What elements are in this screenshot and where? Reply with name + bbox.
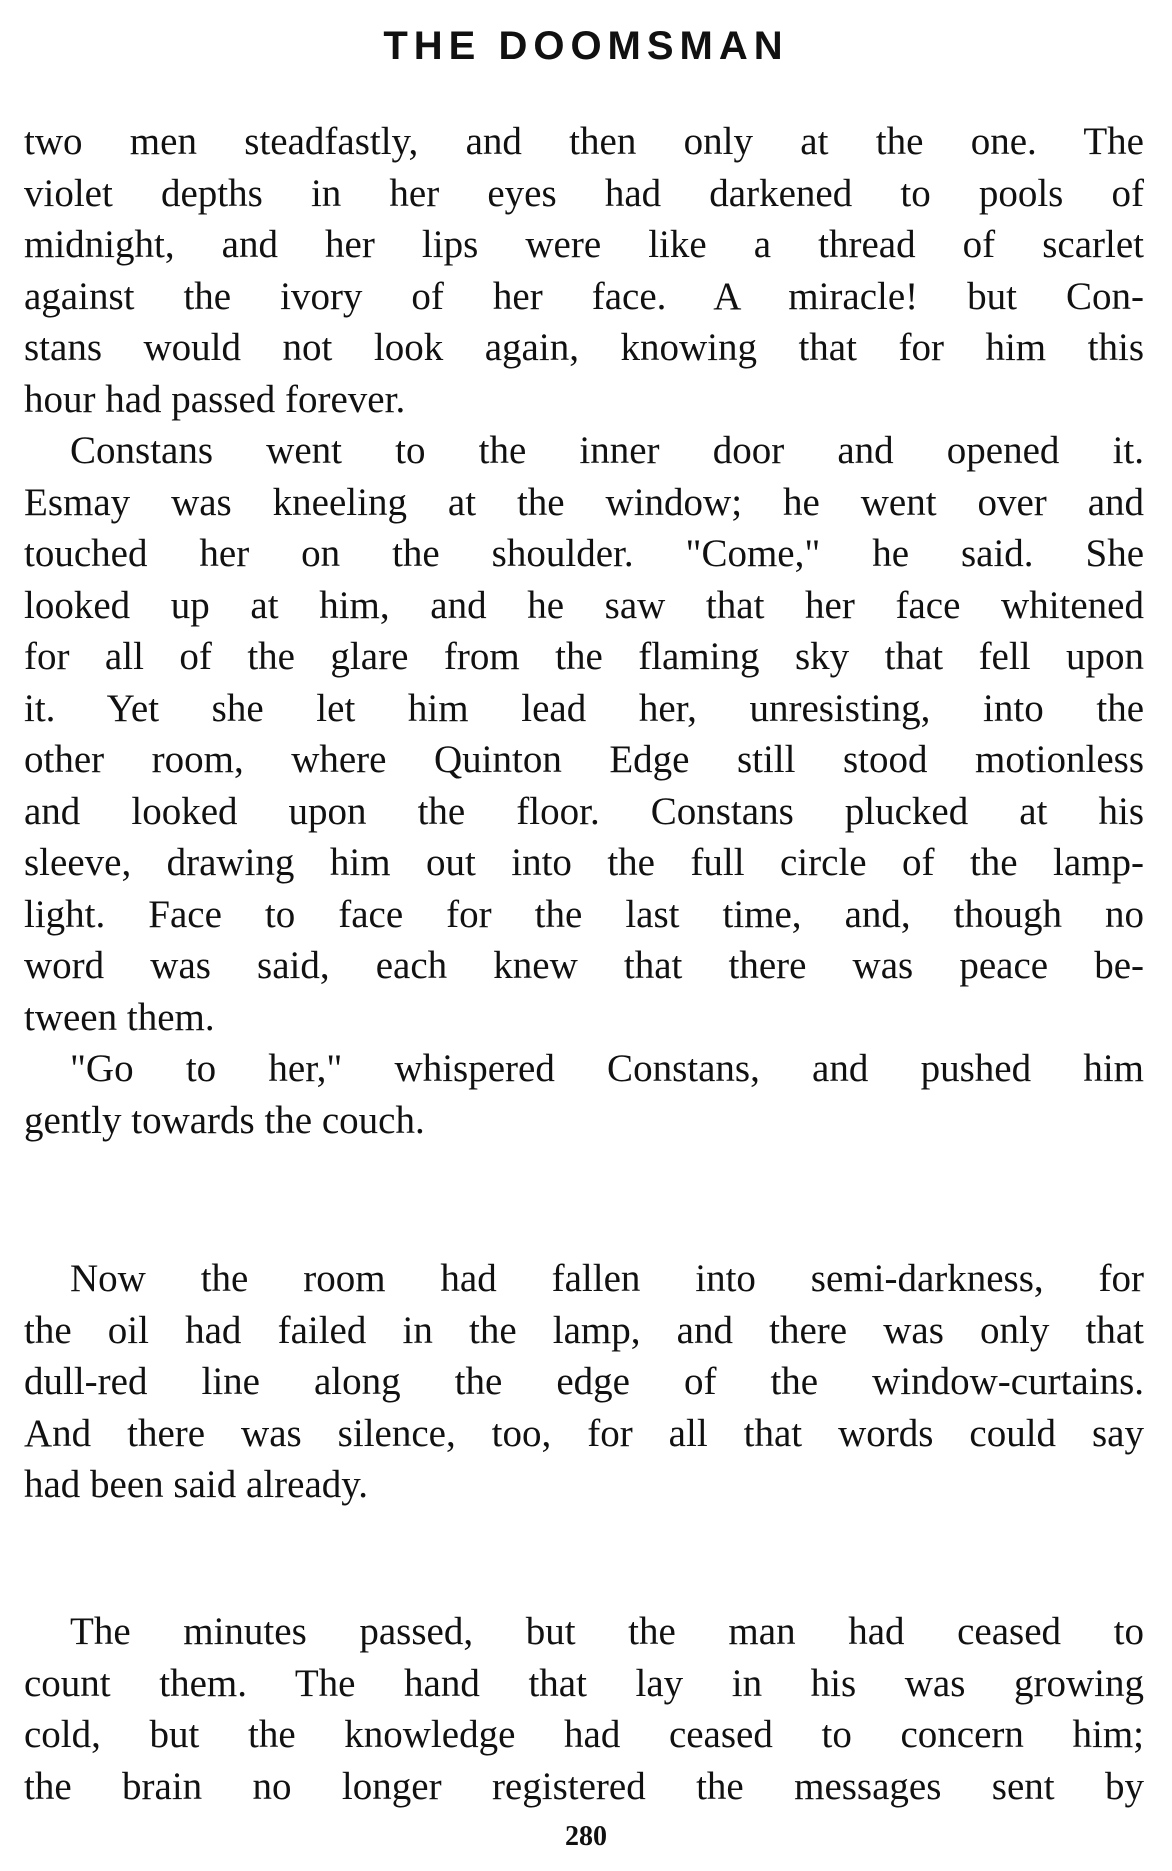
text-line: cold, but the knowledge had ceased to concern him; xyxy=(24,1713,1144,1756)
text-line: stans would not look again, knowing that for him this xyxy=(24,326,1144,369)
text-line: hour had passed forever. xyxy=(24,377,406,421)
text-line: gently towards the couch. xyxy=(24,1098,425,1142)
text-line: "Go to her," whispered Constans, and pushed him xyxy=(70,1047,1144,1090)
text-line: tween them. xyxy=(24,995,215,1039)
text-line: And there was silence, too, for all that words could say xyxy=(24,1411,1144,1455)
text-block-3 xyxy=(24,1606,1144,1812)
text-line: had been said already. xyxy=(24,1463,368,1506)
text-line: touched her on the shoulder. "Come," he said. She xyxy=(24,532,1144,575)
text-line: for all of the glare from the flaming sky that fell upon xyxy=(24,635,1144,678)
text-line: and looked upon the floor. Constans plucked at his xyxy=(24,789,1144,833)
text-line: The minutes passed, but the man had ceased to xyxy=(70,1610,1144,1653)
paragraph-1 xyxy=(24,116,1144,425)
text-line: Now the room had fallen into semi-darkness, for xyxy=(70,1257,1144,1300)
text-line: other room, where Quinton Edge still stood motionless xyxy=(24,738,1144,781)
text-line: violet depths in her eyes had darkened to pools of xyxy=(24,171,1144,215)
text-line: dull-red line along the edge of the window-curtains. xyxy=(24,1360,1144,1403)
paragraph-5 xyxy=(24,1606,1144,1812)
page-number: 280 xyxy=(565,1821,607,1852)
text-line: looked up at him, and he saw that her face whitened xyxy=(24,583,1144,627)
text-line: Constans went to the inner door and opened it. xyxy=(70,429,1144,472)
text-line: the oil had failed in the lamp, and there was only that xyxy=(24,1308,1144,1352)
paragraph-4 xyxy=(24,1253,1144,1511)
text-line: two men steadfastly, and then only at the one. The xyxy=(24,120,1144,163)
text-line: light. Face to face for the last time, and, though no xyxy=(24,892,1144,936)
text-line: midnight, and her lips were like a thread of scarlet xyxy=(24,223,1144,266)
text-line: word was said, each knew that there was peace be- xyxy=(24,944,1144,987)
text-block-2 xyxy=(24,1253,1144,1511)
text-line: the brain no longer registered the messages sent by xyxy=(24,1764,1144,1808)
text-block-1 xyxy=(24,116,1144,1146)
text-line: Esmay was kneeling at the window; he went over and xyxy=(24,480,1144,524)
text-line: against the ivory of her face. A miracle! but Con- xyxy=(24,274,1144,318)
running-head: THE DOOMSMAN xyxy=(383,24,789,68)
paragraph-2 xyxy=(24,425,1144,1043)
text-line: count them. The hand that lay in his was growing xyxy=(24,1661,1144,1705)
text-line: sleeve, drawing him out into the full circle of the lamp- xyxy=(24,841,1144,884)
text-line: it. Yet she let him lead her, unresisting, into the xyxy=(24,686,1144,730)
paragraph-3 xyxy=(24,1043,1144,1146)
